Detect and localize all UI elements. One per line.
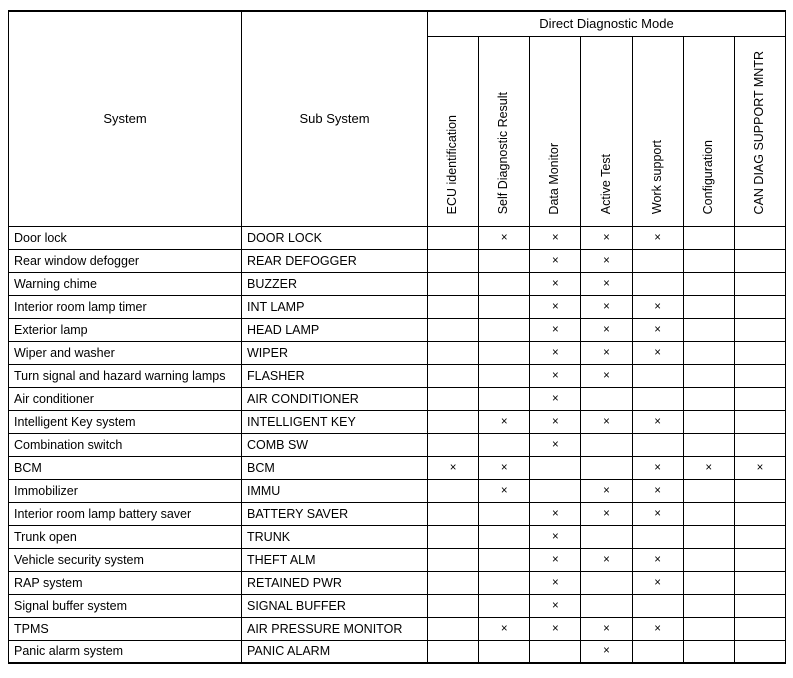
system-cell: Air conditioner <box>9 387 242 410</box>
diagnostic-column-label: Data Monitor <box>547 142 562 215</box>
sub-system-cell: DOOR LOCK <box>242 226 428 249</box>
applicable-mark-cell: × <box>479 456 530 479</box>
sub-system-column-header: Sub System <box>242 11 428 226</box>
applicable-mark-cell: × <box>632 571 683 594</box>
empty-cell <box>683 433 734 456</box>
system-cell: TPMS <box>9 617 242 640</box>
system-cell: Vehicle security system <box>9 548 242 571</box>
empty-cell <box>428 341 479 364</box>
empty-cell <box>428 571 479 594</box>
table-row <box>9 548 786 571</box>
applicable-mark-cell: × <box>581 364 632 387</box>
sub-system-cell: WIPER <box>242 341 428 364</box>
applicable-mark-cell: × <box>581 410 632 433</box>
applicable-mark-cell: × <box>428 456 479 479</box>
empty-cell <box>632 272 683 295</box>
table-row <box>9 272 786 295</box>
empty-cell <box>734 318 785 341</box>
empty-cell <box>428 548 479 571</box>
diagnostic-column-label: Active Test <box>598 154 613 215</box>
empty-cell <box>428 502 479 525</box>
empty-cell <box>734 295 785 318</box>
empty-cell <box>734 525 785 548</box>
empty-cell <box>734 617 785 640</box>
empty-cell <box>734 226 785 249</box>
empty-cell <box>734 364 785 387</box>
diagnostic-column-label: CAN DIAG SUPPORT MNTR <box>752 51 767 215</box>
empty-cell <box>683 479 734 502</box>
table-row <box>9 479 786 502</box>
diagnostic-column-header <box>428 36 479 226</box>
empty-cell <box>683 318 734 341</box>
applicable-mark-cell: × <box>632 548 683 571</box>
empty-cell <box>428 272 479 295</box>
applicable-mark-cell: × <box>581 640 632 663</box>
empty-cell <box>683 594 734 617</box>
group-header-row <box>9 11 786 36</box>
applicable-mark-cell: × <box>530 295 581 318</box>
sub-system-cell: BCM <box>242 456 428 479</box>
diagnostic-column-header <box>632 36 683 226</box>
diagnostic-column-label: ECU identification <box>445 115 460 215</box>
empty-cell <box>632 249 683 272</box>
applicable-mark-cell: × <box>683 456 734 479</box>
empty-cell <box>734 479 785 502</box>
empty-cell <box>683 249 734 272</box>
empty-cell <box>479 364 530 387</box>
empty-cell <box>734 548 785 571</box>
applicable-mark-cell: × <box>581 479 632 502</box>
applicable-mark-cell: × <box>581 617 632 640</box>
empty-cell <box>530 456 581 479</box>
empty-cell <box>683 502 734 525</box>
applicable-mark-cell: × <box>479 410 530 433</box>
system-cell: Exterior lamp <box>9 318 242 341</box>
empty-cell <box>683 295 734 318</box>
empty-cell <box>683 525 734 548</box>
sub-system-cell: REAR DEFOGGER <box>242 249 428 272</box>
sub-system-cell: HEAD LAMP <box>242 318 428 341</box>
diagnostic-mode-table <box>8 10 786 664</box>
diagnostic-column-label: Work support <box>649 140 664 215</box>
sub-system-cell: AIR PRESSURE MONITOR <box>242 617 428 640</box>
applicable-mark-cell: × <box>530 571 581 594</box>
system-cell: Signal buffer system <box>9 594 242 617</box>
empty-cell <box>530 640 581 663</box>
empty-cell <box>428 479 479 502</box>
table-row <box>9 640 786 663</box>
empty-cell <box>479 548 530 571</box>
table-row <box>9 364 786 387</box>
diagnostic-column-header <box>530 36 581 226</box>
empty-cell <box>632 387 683 410</box>
applicable-mark-cell: × <box>581 272 632 295</box>
table-row <box>9 571 786 594</box>
applicable-mark-cell: × <box>632 617 683 640</box>
empty-cell <box>734 594 785 617</box>
applicable-mark-cell: × <box>530 410 581 433</box>
applicable-mark-cell: × <box>734 456 785 479</box>
sub-system-cell: BUZZER <box>242 272 428 295</box>
system-cell: Wiper and washer <box>9 341 242 364</box>
empty-cell <box>734 502 785 525</box>
applicable-mark-cell: × <box>479 479 530 502</box>
empty-cell <box>479 387 530 410</box>
empty-cell <box>734 387 785 410</box>
sub-system-cell: PANIC ALARM <box>242 640 428 663</box>
sub-system-cell: THEFT ALM <box>242 548 428 571</box>
empty-cell <box>581 456 632 479</box>
applicable-mark-cell: × <box>530 364 581 387</box>
empty-cell <box>581 594 632 617</box>
empty-cell <box>479 318 530 341</box>
applicable-mark-cell: × <box>530 249 581 272</box>
empty-cell <box>479 295 530 318</box>
applicable-mark-cell: × <box>581 295 632 318</box>
table-row <box>9 249 786 272</box>
table-row <box>9 617 786 640</box>
sub-system-cell: INT LAMP <box>242 295 428 318</box>
empty-cell <box>581 433 632 456</box>
sub-system-cell: FLASHER <box>242 364 428 387</box>
diagnostic-column-label: Self Diagnostic Result <box>496 92 511 215</box>
table-row <box>9 433 786 456</box>
empty-cell <box>479 502 530 525</box>
empty-cell <box>479 249 530 272</box>
empty-cell <box>428 525 479 548</box>
sub-system-cell: AIR CONDITIONER <box>242 387 428 410</box>
sub-system-cell: SIGNAL BUFFER <box>242 594 428 617</box>
empty-cell <box>428 410 479 433</box>
applicable-mark-cell: × <box>581 318 632 341</box>
empty-cell <box>683 272 734 295</box>
system-cell: Turn signal and hazard warning lamps <box>9 364 242 387</box>
empty-cell <box>530 479 581 502</box>
applicable-mark-cell: × <box>632 318 683 341</box>
empty-cell <box>428 617 479 640</box>
empty-cell <box>734 433 785 456</box>
system-cell: Interior room lamp timer <box>9 295 242 318</box>
sub-system-cell: BATTERY SAVER <box>242 502 428 525</box>
empty-cell <box>683 617 734 640</box>
empty-cell <box>581 387 632 410</box>
system-cell: RAP system <box>9 571 242 594</box>
system-cell: Rear window defogger <box>9 249 242 272</box>
empty-cell <box>683 548 734 571</box>
empty-cell <box>428 318 479 341</box>
diagnostic-column-header <box>734 36 785 226</box>
applicable-mark-cell: × <box>530 594 581 617</box>
system-cell: Interior room lamp battery saver <box>9 502 242 525</box>
applicable-mark-cell: × <box>530 226 581 249</box>
applicable-mark-cell: × <box>632 456 683 479</box>
empty-cell <box>734 410 785 433</box>
sub-system-cell: IMMU <box>242 479 428 502</box>
empty-cell <box>479 272 530 295</box>
empty-cell <box>683 410 734 433</box>
diagnostic-column-label: Configuration <box>700 140 715 215</box>
empty-cell <box>683 364 734 387</box>
empty-cell <box>428 226 479 249</box>
applicable-mark-cell: × <box>581 249 632 272</box>
empty-cell <box>479 433 530 456</box>
sub-system-cell: TRUNK <box>242 525 428 548</box>
empty-cell <box>428 594 479 617</box>
table-row <box>9 502 786 525</box>
sub-system-cell: INTELLIGENT KEY <box>242 410 428 433</box>
empty-cell <box>734 272 785 295</box>
applicable-mark-cell: × <box>581 341 632 364</box>
empty-cell <box>479 571 530 594</box>
table-row <box>9 341 786 364</box>
empty-cell <box>428 387 479 410</box>
system-cell: Door lock <box>9 226 242 249</box>
empty-cell <box>632 640 683 663</box>
table-row <box>9 456 786 479</box>
table-row <box>9 318 786 341</box>
empty-cell <box>428 433 479 456</box>
sub-system-cell: RETAINED PWR <box>242 571 428 594</box>
empty-cell <box>428 295 479 318</box>
applicable-mark-cell: × <box>530 433 581 456</box>
applicable-mark-cell: × <box>632 410 683 433</box>
applicable-mark-cell: × <box>581 548 632 571</box>
empty-cell <box>632 433 683 456</box>
system-cell: Panic alarm system <box>9 640 242 663</box>
system-cell: Intelligent Key system <box>9 410 242 433</box>
empty-cell <box>428 640 479 663</box>
empty-cell <box>683 341 734 364</box>
applicable-mark-cell: × <box>632 226 683 249</box>
table-body <box>9 226 786 663</box>
applicable-mark-cell: × <box>632 502 683 525</box>
table-row <box>9 226 786 249</box>
table-row <box>9 387 786 410</box>
empty-cell <box>683 571 734 594</box>
empty-cell <box>581 525 632 548</box>
applicable-mark-cell: × <box>530 617 581 640</box>
applicable-mark-cell: × <box>530 387 581 410</box>
empty-cell <box>683 387 734 410</box>
empty-cell <box>632 364 683 387</box>
applicable-mark-cell: × <box>632 341 683 364</box>
diagnostic-column-header <box>479 36 530 226</box>
empty-cell <box>683 640 734 663</box>
system-column-header: System <box>9 11 242 226</box>
applicable-mark-cell: × <box>530 502 581 525</box>
empty-cell <box>632 525 683 548</box>
empty-cell <box>581 571 632 594</box>
system-cell: BCM <box>9 456 242 479</box>
table-row <box>9 295 786 318</box>
empty-cell <box>734 640 785 663</box>
applicable-mark-cell: × <box>530 525 581 548</box>
applicable-mark-cell: × <box>479 617 530 640</box>
applicable-mark-cell: × <box>530 272 581 295</box>
system-cell: Trunk open <box>9 525 242 548</box>
applicable-mark-cell: × <box>632 295 683 318</box>
diagnostic-column-header <box>683 36 734 226</box>
empty-cell <box>683 226 734 249</box>
empty-cell <box>428 249 479 272</box>
applicable-mark-cell: × <box>530 318 581 341</box>
empty-cell <box>428 364 479 387</box>
table-row <box>9 410 786 433</box>
applicable-mark-cell: × <box>479 226 530 249</box>
table-row <box>9 525 786 548</box>
system-cell: Immobilizer <box>9 479 242 502</box>
system-cell: Combination switch <box>9 433 242 456</box>
applicable-mark-cell: × <box>632 479 683 502</box>
empty-cell <box>479 640 530 663</box>
applicable-mark-cell: × <box>581 226 632 249</box>
empty-cell <box>479 594 530 617</box>
empty-cell <box>734 341 785 364</box>
applicable-mark-cell: × <box>530 341 581 364</box>
empty-cell <box>734 249 785 272</box>
system-cell: Warning chime <box>9 272 242 295</box>
table-row <box>9 594 786 617</box>
direct-diagnostic-mode-header: Direct Diagnostic Mode <box>428 11 786 36</box>
empty-cell <box>479 341 530 364</box>
applicable-mark-cell: × <box>530 548 581 571</box>
empty-cell <box>632 594 683 617</box>
empty-cell <box>479 525 530 548</box>
applicable-mark-cell: × <box>581 502 632 525</box>
empty-cell <box>734 571 785 594</box>
sub-system-cell: COMB SW <box>242 433 428 456</box>
diagnostic-column-header <box>581 36 632 226</box>
